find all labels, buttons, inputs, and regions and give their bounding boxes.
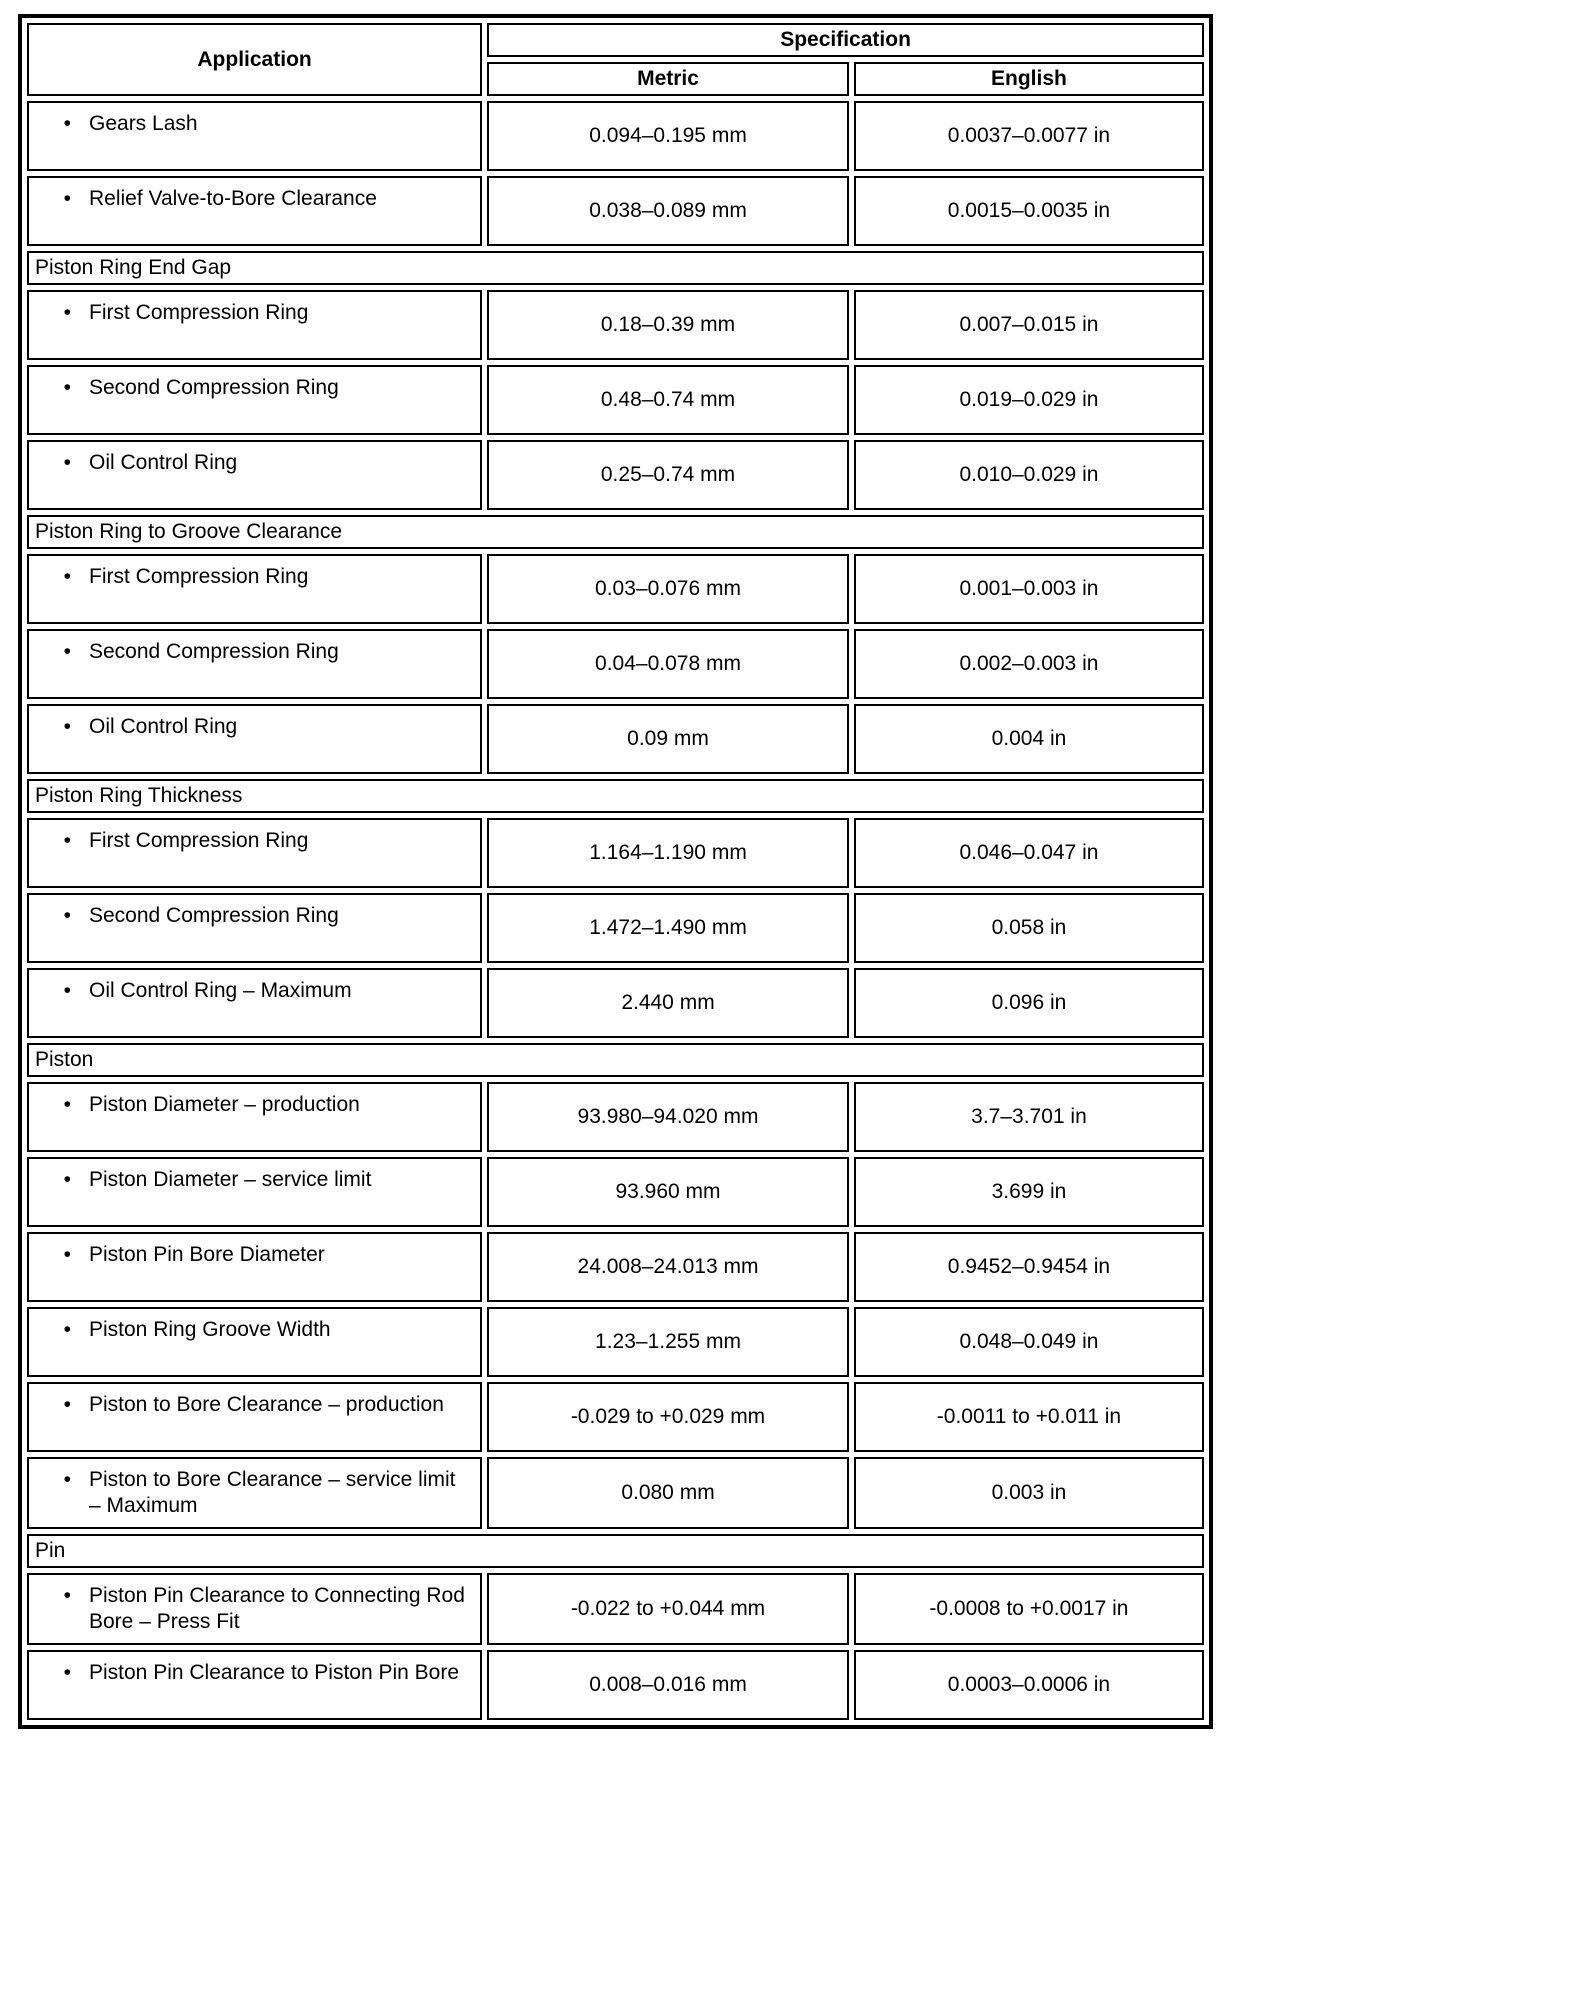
application-cell (27, 893, 482, 963)
application-cell (27, 554, 482, 624)
bullet-icon: • (63, 1393, 71, 1416)
metric-value: 93.980–94.020 mm (487, 1082, 849, 1152)
bullet-icon: • (63, 640, 71, 663)
section-row (27, 1043, 1204, 1077)
table-row (27, 1307, 1204, 1377)
col-header-specification: Specification (487, 23, 1204, 57)
english-value: 0.046–0.047 in (854, 818, 1204, 888)
bullet-icon: • (63, 1468, 71, 1491)
metric-value: 0.48–0.74 mm (487, 365, 849, 435)
table-row (27, 818, 1204, 888)
english-value: 3.699 in (854, 1157, 1204, 1227)
section-row (27, 515, 1204, 549)
metric-value: 1.23–1.255 mm (487, 1307, 849, 1377)
bullet-icon: • (63, 1168, 71, 1191)
row-label: Piston Pin Clearance to Piston Pin Bore (89, 1661, 460, 1684)
english-value: 0.010–0.029 in (854, 440, 1204, 510)
section-row (27, 779, 1204, 813)
metric-value: 0.094–0.195 mm (487, 101, 849, 171)
metric-value: 0.03–0.076 mm (487, 554, 849, 624)
english-value: 0.096 in (854, 968, 1204, 1038)
application-cell (27, 818, 482, 888)
row-label: First Compression Ring (89, 565, 309, 588)
row-label: Gears Lash (89, 112, 198, 135)
metric-value: 0.25–0.74 mm (487, 440, 849, 510)
metric-value: 0.038–0.089 mm (487, 176, 849, 246)
bullet-icon: • (63, 565, 71, 588)
section-label: Piston Ring Thickness (27, 779, 1204, 813)
row-label: Piston Diameter – service limit (89, 1168, 372, 1191)
bullet-icon: • (63, 451, 71, 474)
metric-value: 1.164–1.190 mm (487, 818, 849, 888)
row-label: Piston Ring Groove Width (89, 1318, 331, 1341)
english-value: 0.0015–0.0035 in (854, 176, 1204, 246)
english-value: 0.048–0.049 in (854, 1307, 1204, 1377)
specification-table (18, 14, 1213, 1729)
table-row (27, 1232, 1204, 1302)
bullet-icon: • (63, 979, 71, 1002)
english-value: 0.003 in (854, 1457, 1204, 1529)
table-row (27, 176, 1204, 246)
section-label: Piston Ring End Gap (27, 251, 1204, 285)
table-row (27, 1082, 1204, 1152)
english-value: -0.0011 to +0.011 in (854, 1382, 1204, 1452)
table-row (27, 629, 1204, 699)
english-value: 0.007–0.015 in (854, 290, 1204, 360)
application-cell (27, 968, 482, 1038)
bullet-icon: • (63, 301, 71, 324)
row-label: Piston Pin Clearance to Connecting Rod Bore – Press Fit (89, 1584, 465, 1633)
application-cell (27, 365, 482, 435)
header-row-1 (27, 23, 1204, 57)
application-cell (27, 1307, 482, 1377)
table-row (27, 893, 1204, 963)
table-row (27, 1650, 1204, 1720)
row-label: Oil Control Ring – Maximum (89, 979, 352, 1002)
table-row (27, 365, 1204, 435)
bullet-icon: • (63, 904, 71, 927)
bullet-icon: • (63, 1318, 71, 1341)
metric-value: 0.09 mm (487, 704, 849, 774)
metric-value: 93.960 mm (487, 1157, 849, 1227)
bullet-icon: • (63, 715, 71, 738)
english-value: 0.004 in (854, 704, 1204, 774)
application-cell (27, 176, 482, 246)
metric-value: -0.022 to +0.044 mm (487, 1573, 849, 1645)
metric-value: 0.04–0.078 mm (487, 629, 849, 699)
metric-value: -0.029 to +0.029 mm (487, 1382, 849, 1452)
table-row (27, 968, 1204, 1038)
bullet-icon: • (63, 1661, 71, 1684)
row-label: Oil Control Ring (89, 715, 238, 738)
section-label: Pin (27, 1534, 1204, 1568)
bullet-icon: • (63, 1243, 71, 1266)
bullet-icon: • (63, 187, 71, 210)
row-label: Piston to Bore Clearance – service limit – Maximum (89, 1468, 456, 1517)
row-label: First Compression Ring (89, 301, 309, 324)
table-row (27, 704, 1204, 774)
application-cell (27, 1382, 482, 1452)
row-label: Second Compression Ring (89, 904, 339, 927)
application-cell (27, 101, 482, 171)
section-label: Piston (27, 1043, 1204, 1077)
col-header-english: English (854, 62, 1204, 96)
application-cell (27, 1457, 482, 1529)
metric-value: 0.080 mm (487, 1457, 849, 1529)
row-label: Second Compression Ring (89, 640, 339, 663)
row-label: Oil Control Ring (89, 451, 238, 474)
row-label: Second Compression Ring (89, 376, 339, 399)
table-row (27, 440, 1204, 510)
col-header-metric: Metric (487, 62, 849, 96)
table-row (27, 1457, 1204, 1529)
table-row (27, 1573, 1204, 1645)
table-header (27, 23, 1204, 96)
english-value: 0.001–0.003 in (854, 554, 1204, 624)
row-label: First Compression Ring (89, 829, 309, 852)
table-row (27, 290, 1204, 360)
english-value: 0.0037–0.0077 in (854, 101, 1204, 171)
metric-value: 2.440 mm (487, 968, 849, 1038)
table-row (27, 1382, 1204, 1452)
english-value: 3.7–3.701 in (854, 1082, 1204, 1152)
row-label: Piston to Bore Clearance – production (89, 1393, 444, 1416)
application-cell (27, 1650, 482, 1720)
application-cell (27, 1157, 482, 1227)
english-value: -0.0008 to +0.0017 in (854, 1573, 1204, 1645)
english-value: 0.9452–0.9454 in (854, 1232, 1204, 1302)
row-label: Relief Valve-to-Bore Clearance (89, 187, 377, 210)
metric-value: 24.008–24.013 mm (487, 1232, 849, 1302)
application-cell (27, 440, 482, 510)
application-cell (27, 1082, 482, 1152)
table-row (27, 101, 1204, 171)
section-row (27, 251, 1204, 285)
english-value: 0.058 in (854, 893, 1204, 963)
section-label: Piston Ring to Groove Clearance (27, 515, 1204, 549)
bullet-icon: • (63, 376, 71, 399)
metric-value: 0.008–0.016 mm (487, 1650, 849, 1720)
english-value: 0.002–0.003 in (854, 629, 1204, 699)
application-cell (27, 1232, 482, 1302)
metric-value: 0.18–0.39 mm (487, 290, 849, 360)
application-cell (27, 704, 482, 774)
row-label: Piston Pin Bore Diameter (89, 1243, 325, 1266)
table-row (27, 554, 1204, 624)
bullet-icon: • (63, 829, 71, 852)
application-cell (27, 290, 482, 360)
col-header-application: Application (27, 23, 482, 96)
bullet-icon: • (63, 1093, 71, 1116)
english-value: 0.0003–0.0006 in (854, 1650, 1204, 1720)
table-row (27, 1157, 1204, 1227)
english-value: 0.019–0.029 in (854, 365, 1204, 435)
metric-value: 1.472–1.490 mm (487, 893, 849, 963)
spec-table-body (27, 101, 1204, 1720)
bullet-icon: • (63, 1584, 71, 1607)
bullet-icon: • (63, 112, 71, 135)
section-row (27, 1534, 1204, 1568)
application-cell (27, 629, 482, 699)
application-cell (27, 1573, 482, 1645)
row-label: Piston Diameter – production (89, 1093, 360, 1116)
